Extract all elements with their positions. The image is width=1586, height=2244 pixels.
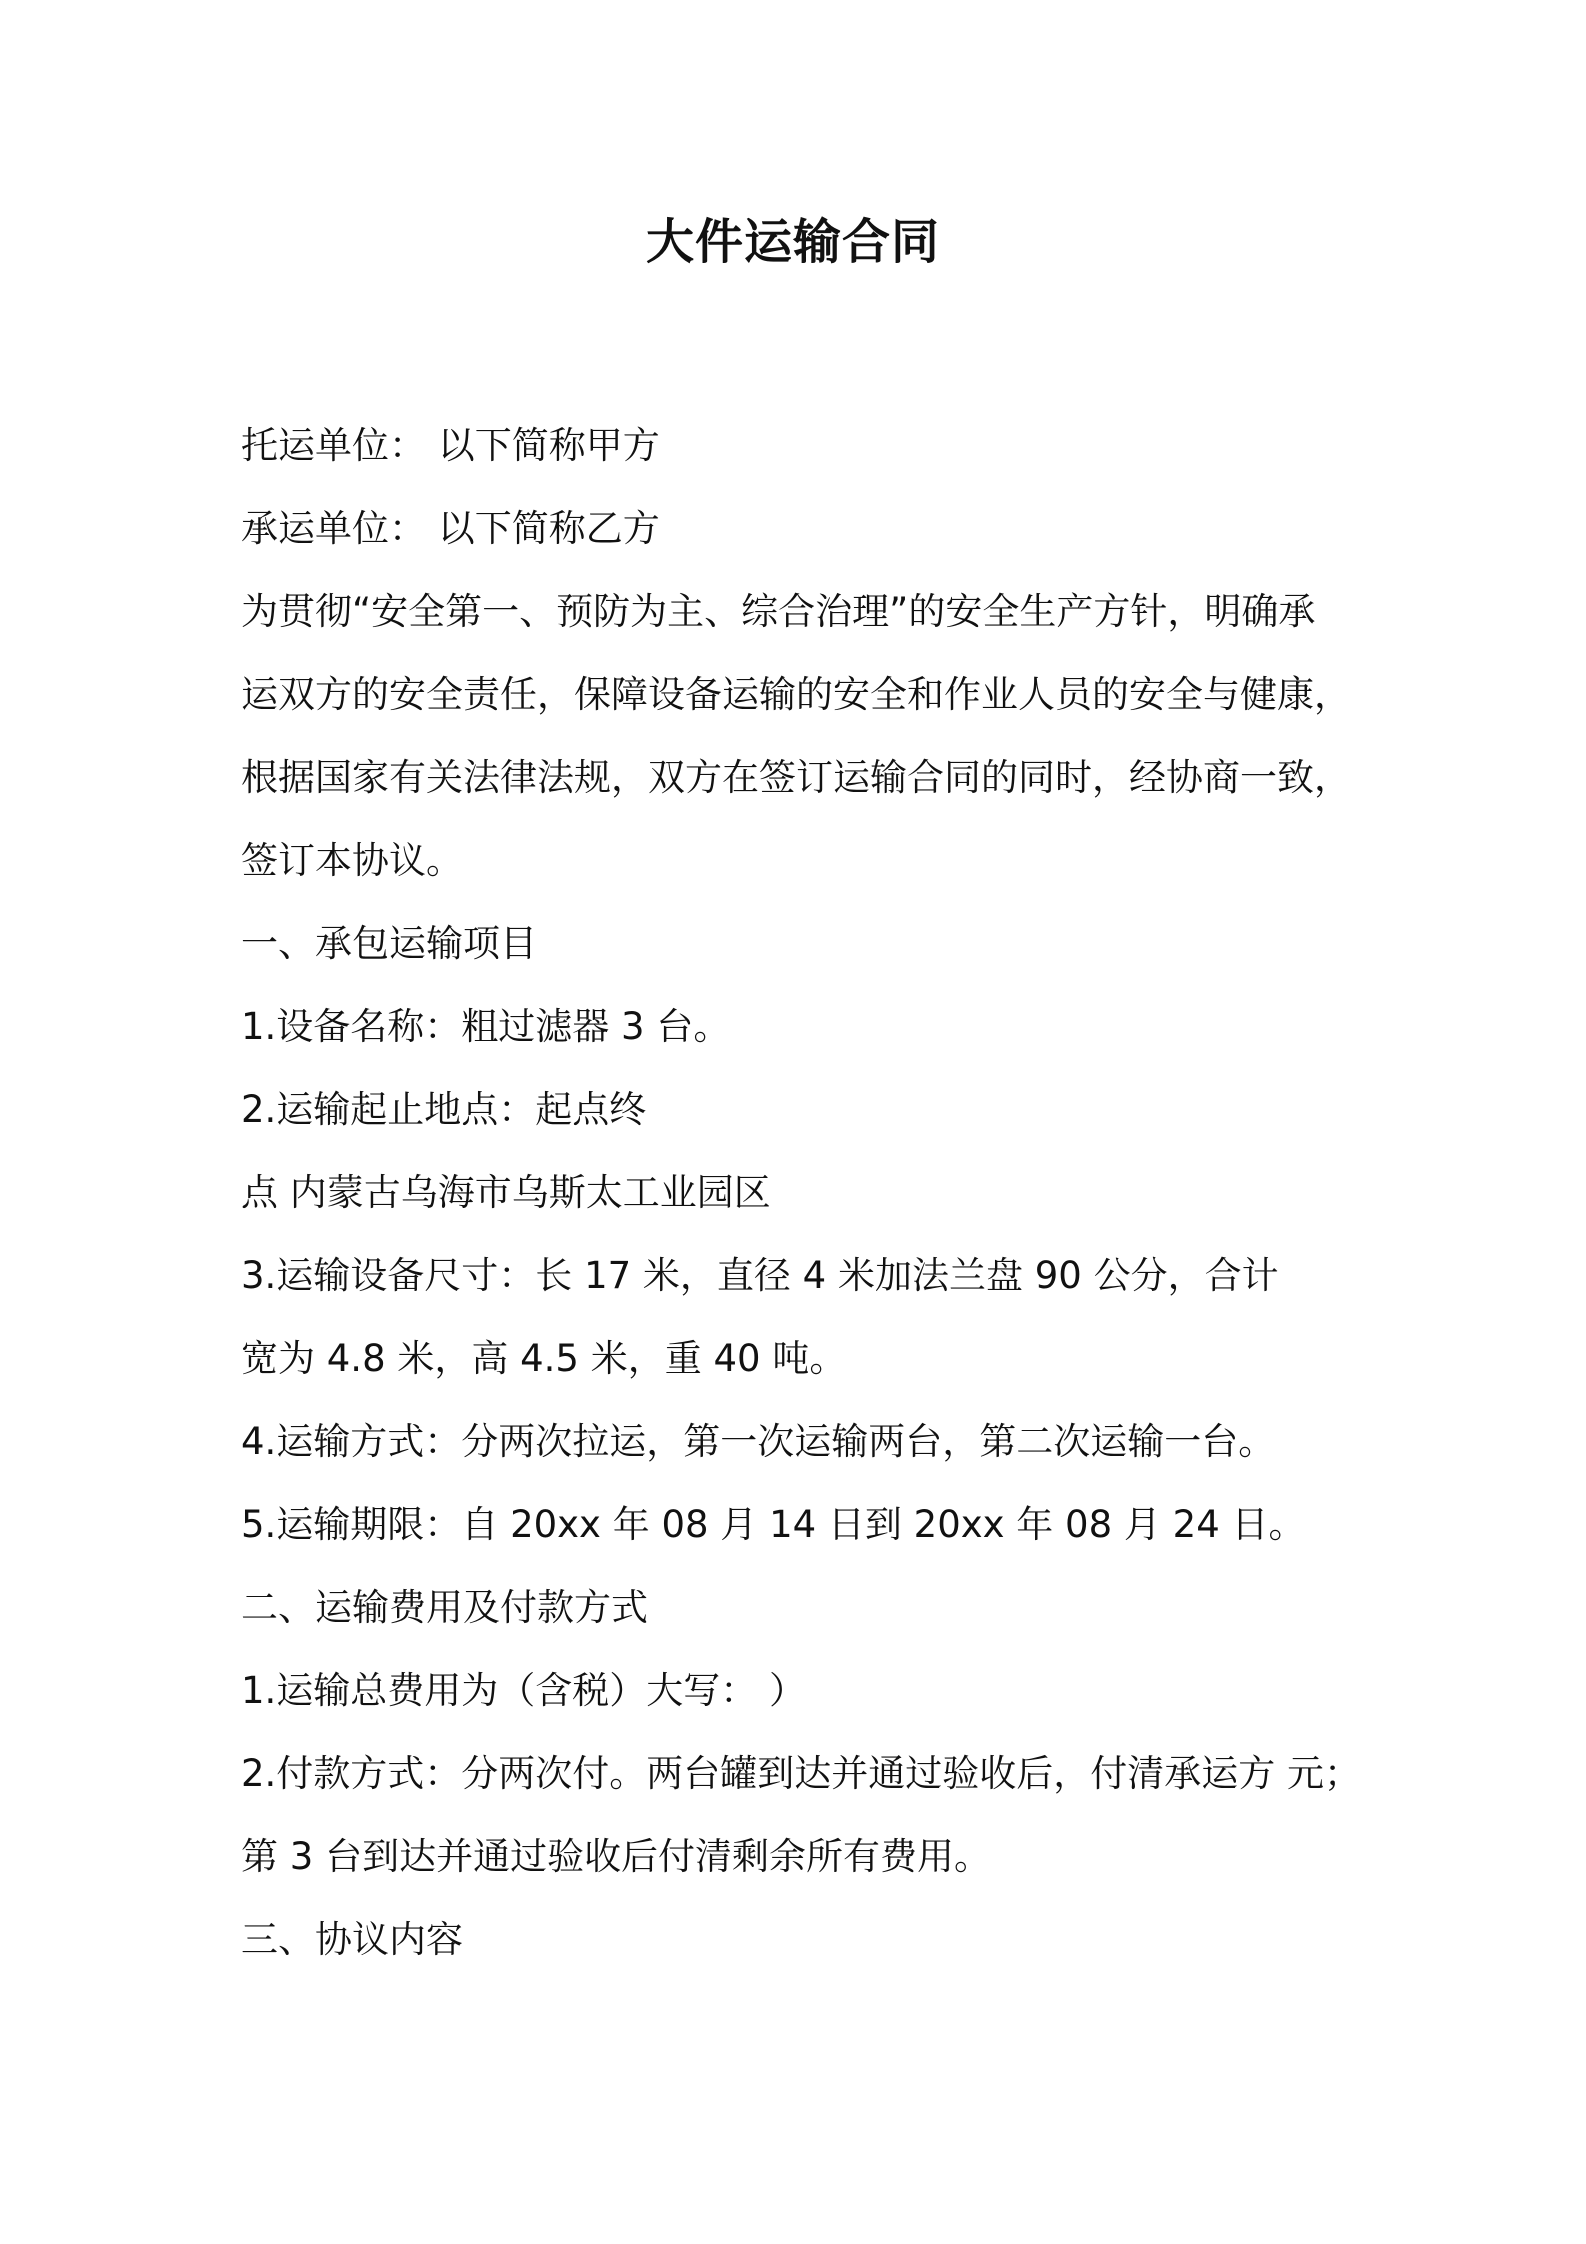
section-heading-1: 一、承包运输项目 [241,922,537,965]
preamble-line-3: 根据国家有关法律法规，双方在签订运输合同的同时，经协商一致， [241,756,1351,799]
transport-method-line: 4.运输方式：分两次拉运，第一次运输两台，第二次运输一台。 [241,1420,1276,1463]
payment-line-2: 第 3 台到达并通过验收后付清剩余所有费用。 [241,1835,992,1878]
route-line-2: 点 内蒙古乌海市乌斯太工业园区 [241,1171,771,1214]
equipment-name-line: 1.设备名称：粗过滤器 3 台。 [241,1005,731,1048]
payment-line-1: 2.付款方式：分两次付。两台罐到达并通过验收后，付清承运方 元； [241,1752,1362,1795]
section-heading-2: 二、运输费用及付款方式 [241,1586,648,1629]
section-heading-3: 三、协议内容 [241,1918,463,1961]
document-body [241,404,1361,1981]
total-fee-line: 1.运输总费用为（含税）大写： ） [241,1669,807,1712]
transport-period-line: 5.运输期限：自 20xx 年 08 月 14 日到 20xx 年 08 月 24 日。 [241,1503,1306,1546]
preamble-line-2: 运双方的安全责任，保障设备运输的安全和作业人员的安全与健康， [241,673,1351,716]
dimensions-line-2: 宽为 4.8 米，高 4.5 米，重 40 吨。 [241,1337,847,1380]
preamble-line-1: 为贯彻“安全第一、预防为主、综合治理”的安全生产方针，明确承 [241,590,1316,633]
carrier-line: 承运单位： 以下简称乙方 [241,507,660,550]
dimensions-line-1: 3.运输设备尺寸：长 17 米，直径 4 米加法兰盘 90 公分，合计 [241,1254,1279,1297]
shipper-line: 托运单位： 以下简称甲方 [241,424,660,467]
preamble-line-4: 签订本协议。 [241,839,463,882]
document-title: 大件运输合同 [645,214,940,270]
route-line-1: 2.运输起止地点：起点终 [241,1088,647,1131]
